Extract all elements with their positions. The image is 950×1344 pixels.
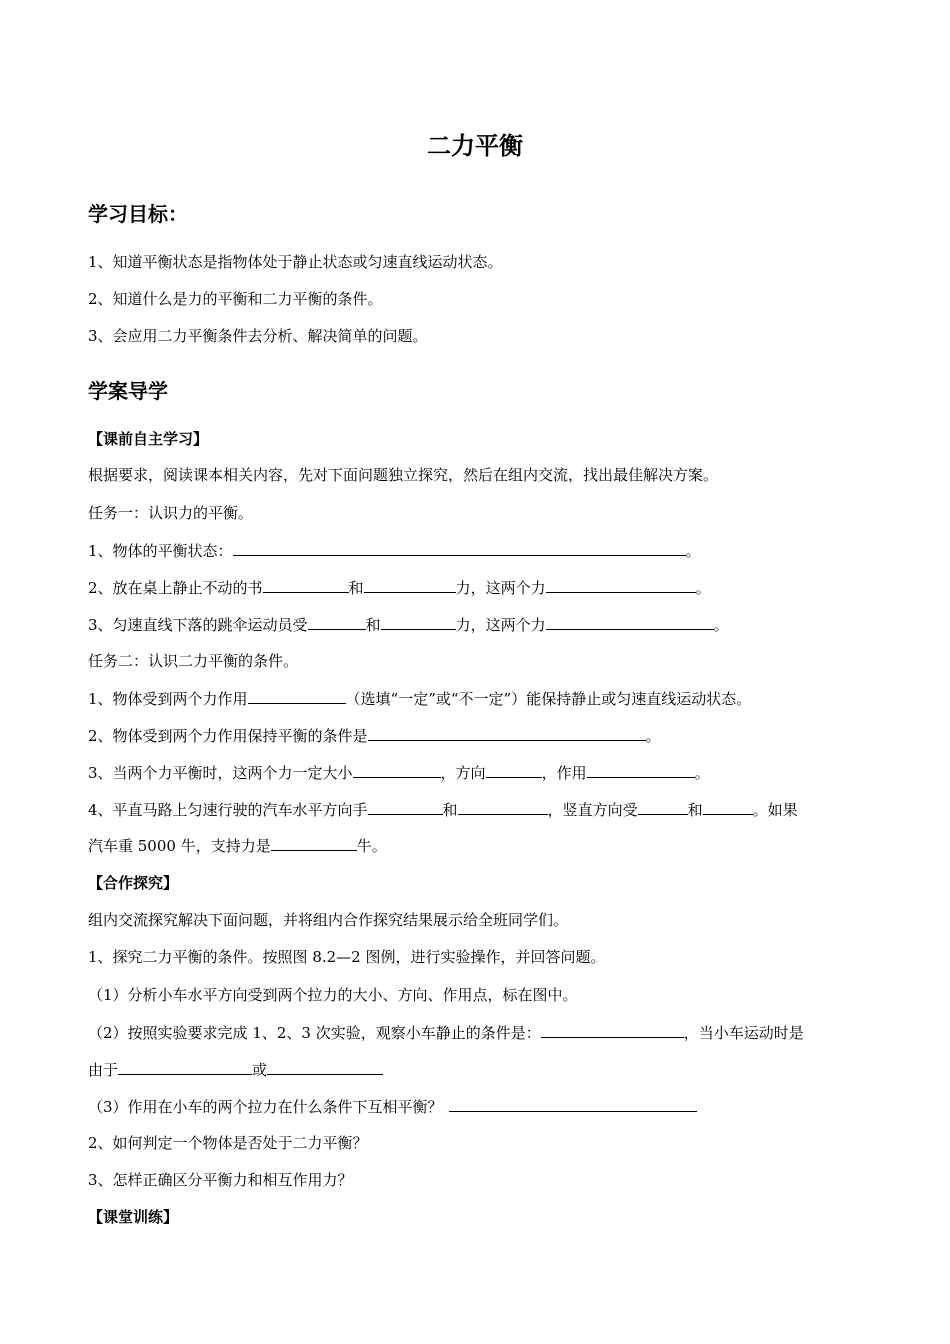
answer-blank[interactable] (546, 613, 714, 630)
answer-blank[interactable] (587, 761, 695, 778)
cooperative-label: 【合作探究】 (88, 874, 179, 892)
page-title: 二力平衡 (427, 132, 523, 160)
cooperative-question-1-3: （3）作用在小车的两个拉力在什么条件下互相平衡？ (88, 1095, 697, 1118)
answer-blank[interactable] (271, 834, 357, 851)
task2-question-3: 3、当两个力平衡时，这两个力一定大小 ，方向 ，作用 。 (88, 761, 710, 784)
objective-item: 2、知道什么是力的平衡和二力平衡的条件。 (88, 290, 383, 308)
cooperative-question-1-1: （1）分析小车水平方向受到两个拉力的大小、方向、作用点，标在图中。 (88, 986, 578, 1004)
answer-blank[interactable] (381, 613, 456, 630)
answer-blank[interactable] (353, 761, 441, 778)
objective-item: 3、会应用二力平衡条件去分析、解决简单的问题。 (88, 327, 428, 345)
answer-blank[interactable] (233, 539, 686, 556)
task2-title: 任务二：认识二力平衡的条件。 (88, 652, 299, 670)
task1-question-2: 2、放在桌上静止不动的书 和 力，这两个力 。 (88, 576, 711, 599)
task1-question-3: 3、匀速直线下落的跳伞运动员受 和 力，这两个力 。 (88, 613, 729, 636)
answer-blank[interactable] (703, 798, 753, 815)
objective-item: 1、知道平衡状态是指物体处于静止状态或匀速直线运动状态。 (88, 253, 503, 271)
task2-question-1: 1、物体受到两个力作用 （选填“一定”或“不一定”）能保持静止或匀速直线运动状态。 (88, 687, 751, 710)
answer-blank[interactable] (308, 613, 366, 630)
answer-blank[interactable] (546, 576, 696, 593)
cooperative-question-1: 1、探究二力平衡的条件。按照图 8.2—2 图例，进行实验操作，并回答问题。 (88, 948, 606, 966)
answer-blank[interactable] (541, 1021, 684, 1038)
answer-blank[interactable] (486, 761, 542, 778)
answer-blank[interactable] (118, 1058, 252, 1075)
cooperative-question-1-2-cont: 由于 或 (88, 1058, 383, 1081)
task2-question-2: 2、物体受到两个力作用保持平衡的条件是 。 (88, 724, 661, 747)
answer-blank[interactable] (449, 1095, 697, 1112)
answer-blank[interactable] (263, 576, 349, 593)
answer-blank[interactable] (248, 687, 346, 704)
task1-title: 任务一：认识力的平衡。 (88, 504, 254, 522)
cooperative-question-2: 2、如何判定一个物体是否处于二力平衡？ (88, 1134, 368, 1152)
cooperative-question-3: 3、怎样正确区分平衡力和相互作用力？ (88, 1171, 353, 1189)
answer-blank[interactable] (638, 798, 688, 815)
answer-blank[interactable] (364, 576, 456, 593)
answer-blank[interactable] (368, 724, 646, 741)
answer-blank[interactable] (368, 798, 443, 815)
guide-heading: 学案导学 (88, 379, 168, 403)
cooperative-intro: 组内交流探究解决下面问题，并将组内合作探究结果展示给全班同学们。 (88, 911, 569, 929)
preclass-intro: 根据要求，阅读课本相关内容，先对下面问题独立探究，然后在组内交流，找出最佳解决方案。 (88, 466, 719, 484)
answer-blank[interactable] (267, 1058, 383, 1075)
task1-question-1: 1、物体的平衡状态： 。 (88, 539, 701, 562)
objectives-heading: 学习目标： (88, 202, 188, 226)
task2-question-4: 4、平直马路上匀速行驶的汽车水平方向手 和 ，竖直方向受 和 。如果 (88, 798, 798, 821)
answer-blank[interactable] (458, 798, 548, 815)
preclass-label: 【课前自主学习】 (88, 430, 209, 448)
task2-question-4-cont: 汽车重 5000 牛，支持力是 牛。 (88, 834, 387, 857)
classroom-label: 【课堂训练】 (88, 1208, 179, 1226)
cooperative-question-1-2: （2）按照实验要求完成 1、2、3 次实验，观察小车静止的条件是： ，当小车运动时是 (88, 1021, 804, 1044)
